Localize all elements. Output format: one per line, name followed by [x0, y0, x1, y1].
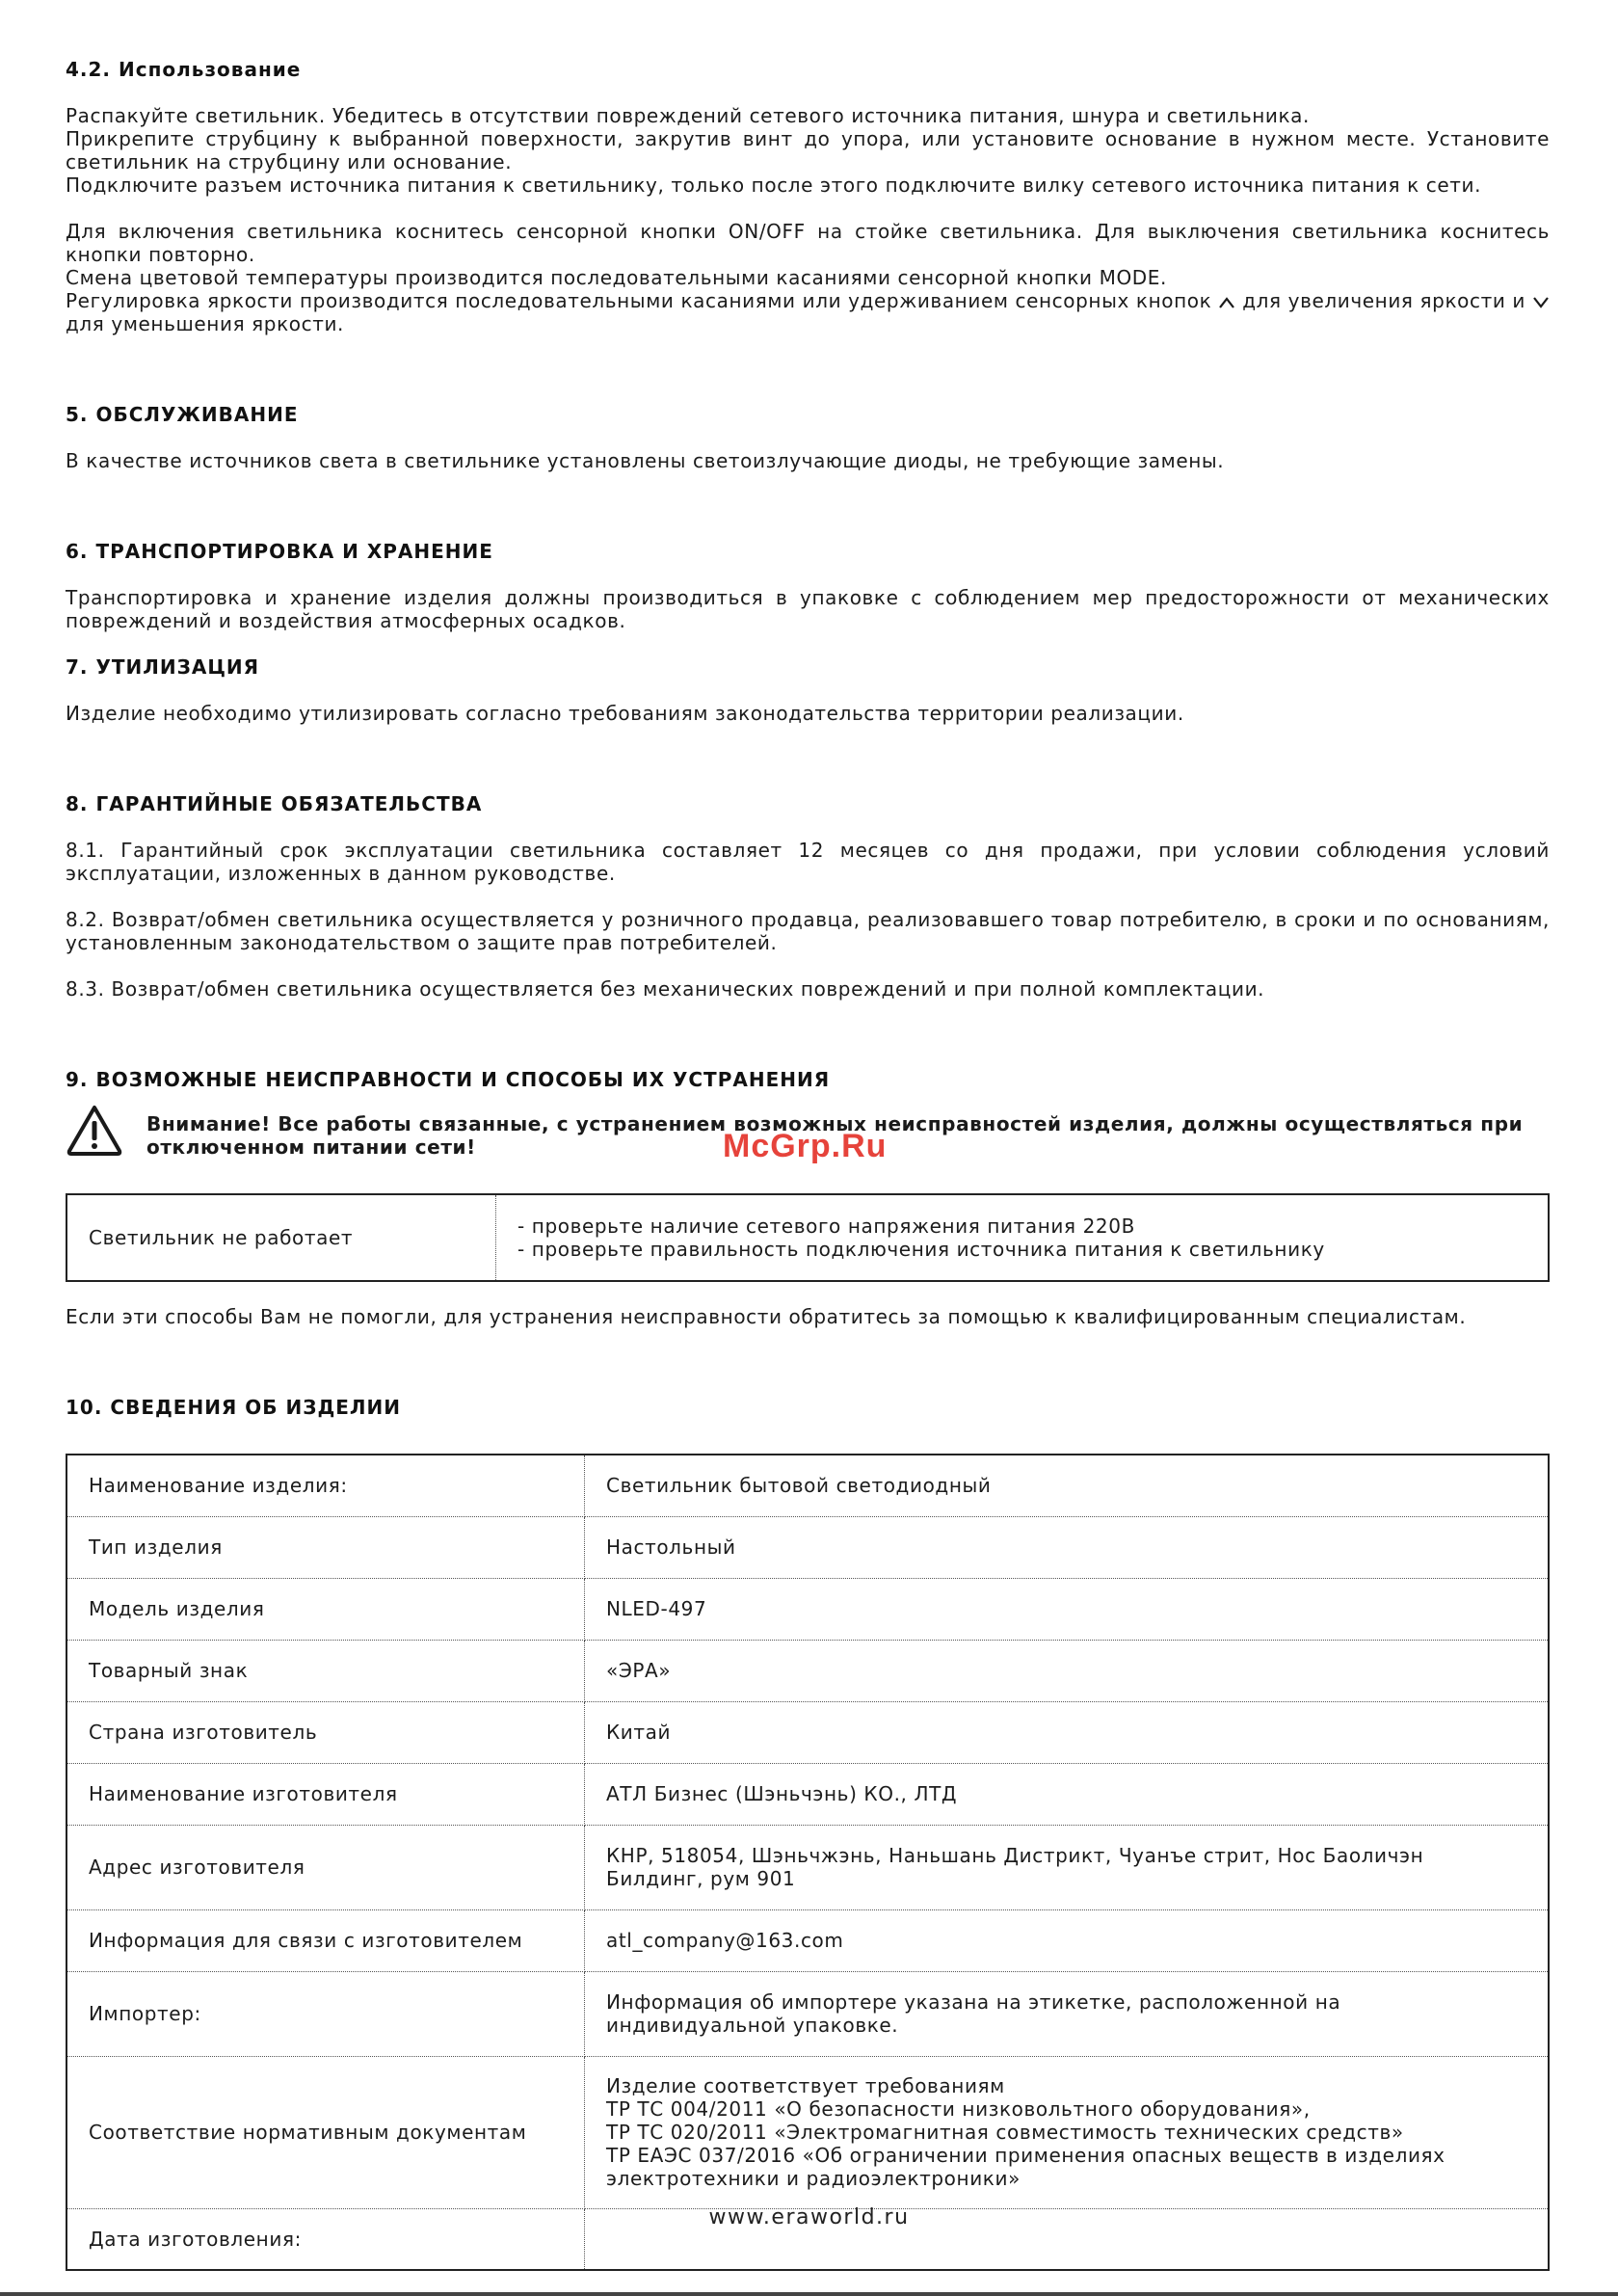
- s7-paragraph: Изделие необходимо утилизировать согласно требованиям законодательства территории реализации.: [66, 702, 1184, 725]
- troubleshooting-table: [66, 1193, 1550, 1282]
- table-row: [66, 1763, 1549, 1825]
- table-row: [66, 2056, 1549, 2208]
- standards-line-4: ТР ЕАЭС 037/2016 «Об ограничении применения опасных веществ в изделиях электротехники и радиоэлектроники»: [606, 2144, 1446, 2190]
- section-8-title: 8. ГАРАНТИЙНЫЕ ОБЯЗАТЕЛЬСТВА: [66, 792, 483, 815]
- s6-paragraph: Транспортировка и хранение изделия должны производиться в упаковке с соблюдением мер предосторожности от механических повреждений и воздействия атмосферных осадков.: [66, 586, 1550, 632]
- info-value: Светильник бытовой светодиодный: [585, 1455, 1550, 1516]
- table-row: [66, 1971, 1549, 2056]
- info-value: АТЛ Бизнес (Шэньчэнь) КО., ЛТД: [585, 1763, 1550, 1825]
- info-label: Дата изготовления:: [66, 2208, 585, 2270]
- info-label: Товарный знак: [66, 1640, 585, 1701]
- solution-cell: [496, 1194, 1550, 1281]
- table-row: [66, 1516, 1549, 1578]
- warning-triangle-icon: [66, 1103, 123, 1157]
- warning-text: Внимание! Все работы связанные, с устранением возможных неисправностей изделия, должны осуществляться при отключенном питании сети!: [146, 1112, 1524, 1159]
- table-row: [66, 1825, 1549, 1909]
- info-value: Настольный: [585, 1516, 1550, 1578]
- standards-line-1: Изделие соответствует требованиям: [606, 2074, 1005, 2097]
- s42-paragraph-6-part-c: для уменьшения яркости.: [66, 312, 345, 335]
- solution-line-1: - проверьте наличие сетевого напряжения питания 220В: [517, 1215, 1135, 1238]
- info-value: КНР, 518054, Шэньчжэнь, Наньшань Дистрикт, Чуанъе стрит, Нос Баоличэн Билдинг, рум 901: [585, 1825, 1550, 1909]
- table-row: [66, 1640, 1549, 1701]
- s42-paragraph-6-part-b: для увеличения яркости и: [1242, 289, 1525, 312]
- info-value: Информация об импортере указана на этикетке, расположенной на индивидуальной упаковке.: [585, 1971, 1550, 2056]
- s8-paragraph-1: 8.1. Гарантийный срок эксплуатации светильника составляет 12 месяцев со дня продажи, при условии соблюдения условий эксплуатации, изложенных в данном руководстве.: [66, 839, 1550, 885]
- watermark: McGrp.Ru: [723, 1128, 888, 1164]
- table-row: [66, 1455, 1549, 1516]
- info-label: Наименование изготовителя: [66, 1763, 585, 1825]
- table-row: [66, 1578, 1549, 1640]
- info-label: Информация для связи с изготовителем: [66, 1909, 585, 1971]
- table-row: [66, 1909, 1549, 1971]
- section-9-title: 9. ВОЗМОЖНЫЕ НЕИСПРАВНОСТИ И СПОСОБЫ ИХ УСТРАНЕНИЯ: [66, 1068, 831, 1091]
- info-value-standards: [585, 2056, 1550, 2208]
- solution-line-2: - проверьте правильность подключения источника питания к светильнику: [517, 1238, 1325, 1261]
- info-label: Модель изделия: [66, 1578, 585, 1640]
- section-5-title: 5. ОБСЛУЖИВАНИЕ: [66, 403, 299, 426]
- section-6-title: 6. ТРАНСПОРТИРОВКА И ХРАНЕНИЕ: [66, 540, 493, 563]
- product-info-table: [66, 1454, 1550, 2271]
- footer-url[interactable]: www.eraworld.ru: [708, 2205, 910, 2229]
- standards-line-2: ТР ТС 004/2011 «О безопасности низковольтного оборудования»,: [606, 2097, 1311, 2121]
- standards-line-3: ТР ТС 020/2011 «Электромагнитная совместимость технических средств»: [606, 2121, 1404, 2144]
- info-label: Импортер:: [66, 1971, 585, 2056]
- s42-paragraph-1: Распакуйте светильник. Убедитесь в отсутствии повреждений сетевого источника питания, шнура и светильника.: [66, 104, 1310, 127]
- info-value: Китай: [585, 1701, 1550, 1763]
- problem-cell: Светильник не работает: [66, 1194, 496, 1281]
- info-label: Наименование изделия:: [66, 1455, 585, 1516]
- info-value: «ЭРА»: [585, 1640, 1550, 1701]
- bottom-rule: [0, 2292, 1618, 2296]
- s42-paragraph-5: Смена цветовой температуры производится последовательными касаниями сенсорной кнопки MODE.: [66, 266, 1167, 289]
- s8-paragraph-2: 8.2. Возврат/обмен светильника осуществляется у розничного продавца, реализовавшего товар потребителю, в сроки и по основаниям, установленным законодательством о защите прав потребителей.: [66, 908, 1550, 954]
- info-label: Тип изделия: [66, 1516, 585, 1578]
- table-row: [66, 1701, 1549, 1763]
- chevron-up-icon: [1218, 296, 1235, 309]
- info-label: Адрес изготовителя: [66, 1825, 585, 1909]
- table-row: [66, 1194, 1549, 1281]
- section-4-2-title: 4.2. Использование: [66, 58, 302, 81]
- section-7-title: 7. УТИЛИЗАЦИЯ: [66, 655, 260, 679]
- section-10-title: 10. СВЕДЕНИЯ ОБ ИЗДЕЛИИ: [66, 1396, 402, 1419]
- s42-paragraph-6: [66, 289, 1550, 335]
- s42-paragraph-3: Подключите разъем источника питания к светильнику, только после этого подключите вилку сетевого источника питания к сети.: [66, 174, 1482, 197]
- info-label: Соответствие нормативным документам: [66, 2056, 585, 2208]
- s5-paragraph: В качестве источников света в светильнике установлены светоизлучающие диоды, не требующие замены.: [66, 449, 1225, 472]
- s42-paragraph-6-part-a: Регулировка яркости производится последовательными касаниями или удерживанием сенсорных кнопок: [66, 289, 1212, 312]
- chevron-down-icon: [1532, 296, 1550, 309]
- s42-paragraph-2: Прикрепите струбцину к выбранной поверхности, закрутив винт до упора, или установите основание в нужном месте. Установите светильник на струбцину или основание.: [66, 127, 1550, 174]
- info-value-email: atl_company@163.com: [585, 1909, 1550, 1971]
- info-value: NLED-497: [585, 1578, 1550, 1640]
- s42-paragraph-4: Для включения светильника коснитесь сенсорной кнопки ON/OFF на стойке светильника. Для выключения светильника коснитесь кнопки повторно.: [66, 220, 1550, 266]
- s8-paragraph-3: 8.3. Возврат/обмен светильника осуществляется без механических повреждений и при полной комплектации.: [66, 977, 1265, 1001]
- info-label: Страна изготовитель: [66, 1701, 585, 1763]
- s9-note: Если эти способы Вам не помогли, для устранения неисправности обратитесь за помощью к квалифицированным специалистам.: [66, 1305, 1467, 1328]
